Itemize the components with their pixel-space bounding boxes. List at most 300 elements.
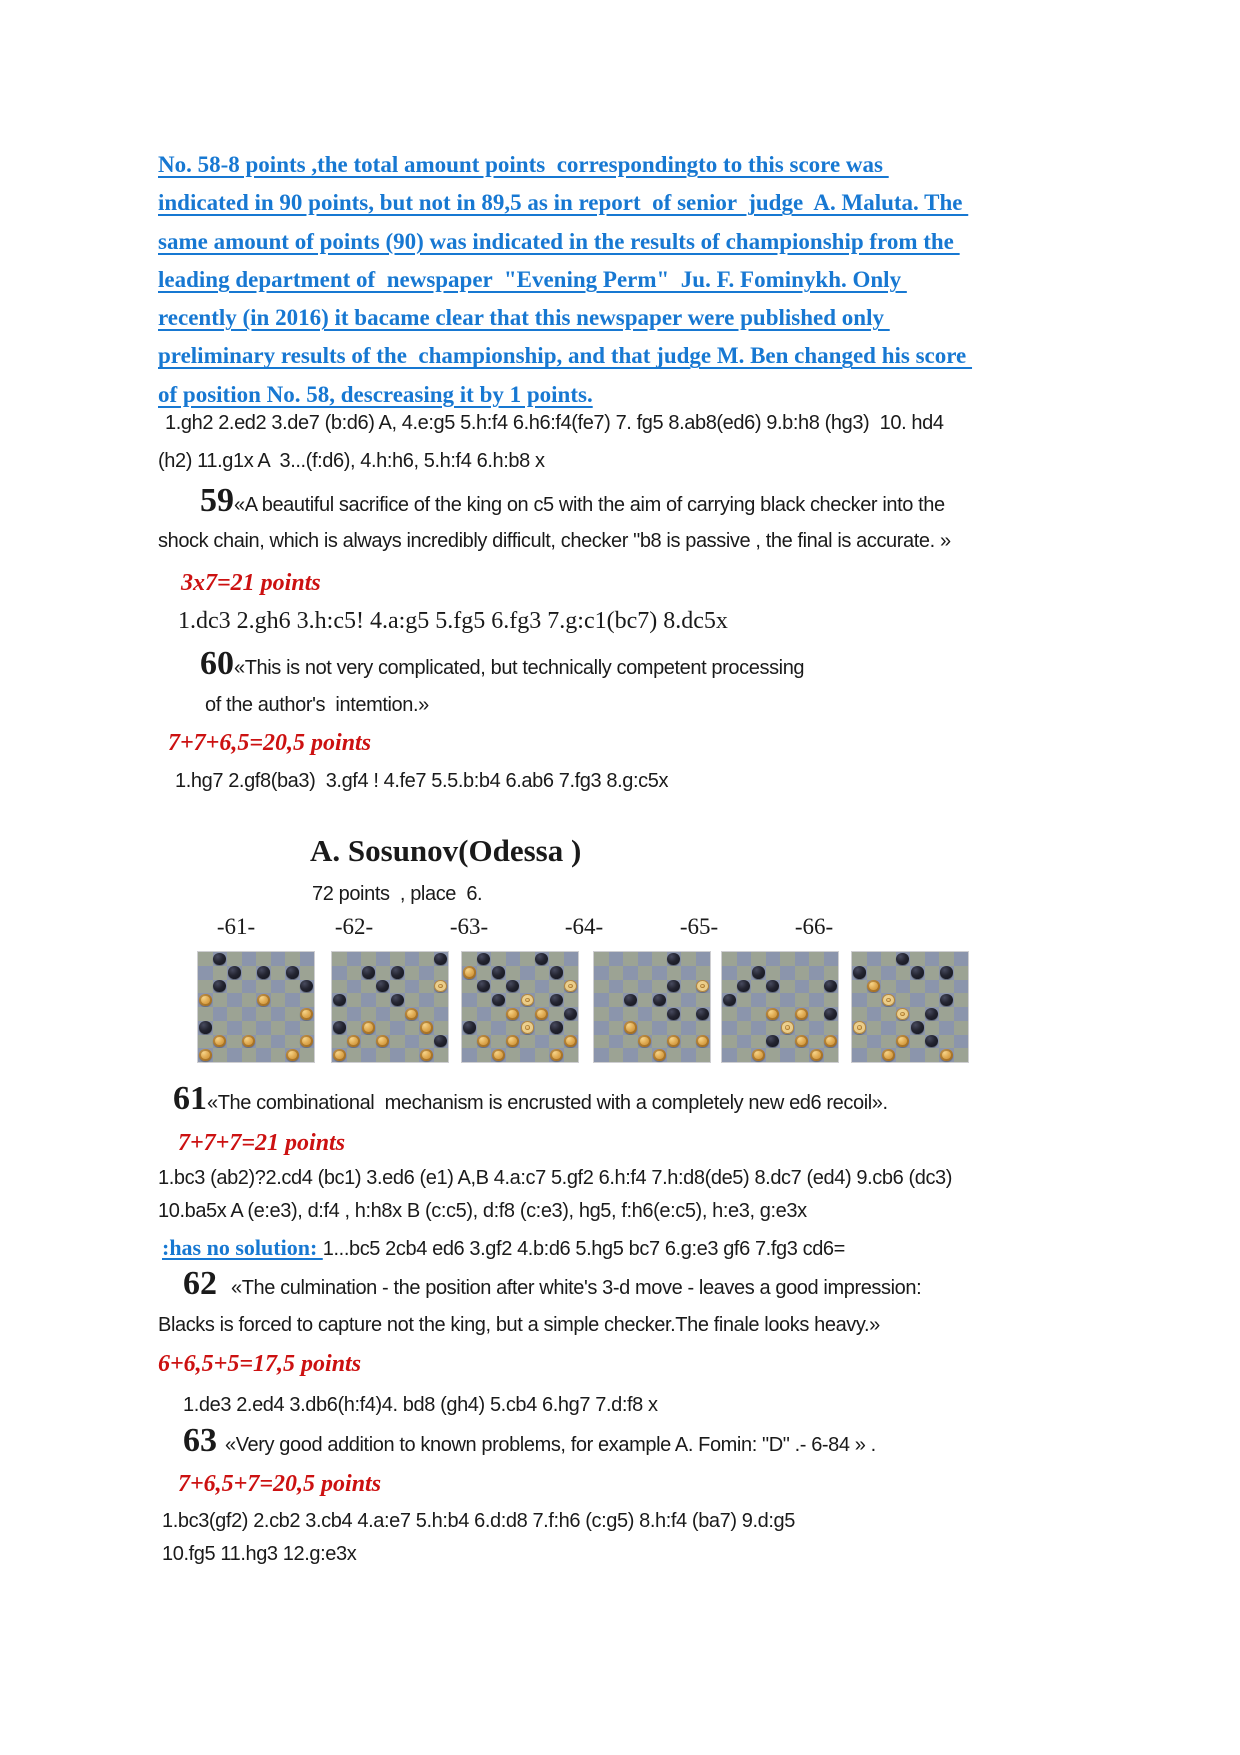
board-cell: [925, 966, 940, 980]
board-cell: [506, 966, 521, 980]
board-cell: [594, 993, 609, 1007]
solution-58-line-1: 1.gh2 2.ed2 3.de7 (b:d6) A, 4.e:g5 5.h:f4 6.h6:f4(fe7) 7. fg5 8.ab8(ed6) 9.b:h8 (hg3) 10. hd4: [165, 412, 944, 434]
board-cell: [737, 966, 752, 980]
board-cell: [535, 966, 550, 980]
checker-white: [199, 1049, 212, 1061]
checker-white: [564, 1035, 577, 1047]
board-cell: [910, 966, 925, 980]
board-cell: [256, 966, 271, 980]
board-cell: [405, 1021, 420, 1035]
board-cell: [652, 1007, 667, 1021]
problem-59-comment-line-2: shock chain, which is always incredibly difficult, checker "b8 is passive , the final is accurate. »: [158, 530, 951, 552]
problem-62-quote: «The culmination - the position after white's 3-d move - leaves a good impression:: [231, 1277, 922, 1299]
board-cell: [332, 966, 347, 980]
checker-black: [492, 966, 505, 978]
checker-black: [286, 966, 299, 978]
board-cell: [896, 1048, 911, 1062]
board-cell: [506, 993, 521, 1007]
checker-white-king: [521, 1021, 534, 1033]
intro-line: leading department of newspaper "Evening Perm" Ju. F. Fominykh. Only: [158, 266, 907, 292]
board-cell: [477, 966, 492, 980]
checker-white: [242, 1035, 255, 1047]
checker-white: [213, 1035, 226, 1047]
board-cell: [652, 993, 667, 1007]
board-cell: [780, 1021, 795, 1035]
intro-line: of position No. 58, descreasing it by 1 points.: [158, 381, 593, 407]
problem-63-comment: [183, 1424, 876, 1458]
board-cell: [867, 993, 882, 1007]
board-cell: [256, 980, 271, 994]
problem-63-solution-line-1: 1.bc3(gf2) 2.cb2 3.cb4 4.a:e7 5.h:b4 6.d:d8 7.f:h6 (c:g5) 8.h:f4 (ba7) 9.d:g5: [162, 1510, 795, 1532]
board-cell: [390, 952, 405, 966]
board-cell: [300, 1021, 315, 1035]
board-cell: [361, 966, 376, 980]
problem-60-points: 7+7+6,5=20,5 points: [168, 730, 372, 756]
board-cell: [462, 1035, 477, 1049]
board-cell: [213, 1021, 228, 1035]
board-cell: [419, 1035, 434, 1049]
board-cell: [681, 966, 696, 980]
board-cell: [285, 1035, 300, 1049]
board-cell: [766, 1021, 781, 1035]
checker-white: [333, 1049, 346, 1061]
board-cell: [462, 1048, 477, 1062]
checker-white: [867, 980, 880, 992]
checker-black: [766, 1035, 779, 1047]
board-cell: [390, 980, 405, 994]
board-cell: [824, 952, 839, 966]
board-cell: [376, 993, 391, 1007]
board-cell: [491, 993, 506, 1007]
checker-white-king: [696, 980, 709, 992]
checker-black: [667, 953, 680, 965]
checker-white: [535, 1008, 548, 1020]
board-cell: [332, 952, 347, 966]
board-cell: [925, 1048, 940, 1062]
checker-black: [492, 994, 505, 1006]
board-cell: [198, 1035, 213, 1049]
board-cell: [751, 993, 766, 1007]
checker-white: [667, 1035, 680, 1047]
problem-63-number: 63: [183, 1422, 217, 1459]
board-cell: [824, 1007, 839, 1021]
board-cell: [896, 1007, 911, 1021]
diagram-label-65: -65-: [679, 914, 719, 939]
board-cell: [564, 980, 579, 994]
board-cell: [722, 1021, 737, 1035]
board-cell: [419, 1021, 434, 1035]
board-cell: [667, 980, 682, 994]
intro-paragraph: [158, 146, 972, 414]
board-cell: [198, 1048, 213, 1062]
problem-63-quote: «Very good addition to known problems, for example A. Fomin: "D" .- 6-84 » .: [225, 1434, 876, 1456]
checker-white: [420, 1049, 433, 1061]
board-cell: [867, 1007, 882, 1021]
problem-61-solution-line-2: 10.ba5x A (e:e3), d:f4 , h:h8x B (c:c5), d:f8 (c:e3), hg5, f:h6(e:c5), h:e3, g:e3x: [158, 1200, 807, 1222]
board-cell: [896, 1035, 911, 1049]
board-cell: [638, 1035, 653, 1049]
checker-white: [506, 1008, 519, 1020]
board-cell: [623, 966, 638, 980]
board-cell: [652, 952, 667, 966]
problem-61-number: 61: [173, 1080, 207, 1117]
board-cell: [535, 993, 550, 1007]
board-cell: [910, 952, 925, 966]
board-cell: [271, 952, 286, 966]
board-cell: [737, 980, 752, 994]
board-cell: [766, 1048, 781, 1062]
board-cell: [652, 966, 667, 980]
board-cell: [722, 1007, 737, 1021]
checker-white-king: [521, 994, 534, 1006]
board-cell: [390, 1035, 405, 1049]
intro-line: No. 58-8 points ,the total amount points correspondingto to this score was: [158, 152, 889, 177]
board-cell: [609, 1021, 624, 1035]
board-cell: [213, 1048, 228, 1062]
board-cell: [361, 952, 376, 966]
board-cell: [809, 980, 824, 994]
board-cell: [696, 980, 711, 994]
problem-61-quote: «The combinational mechanism is encrusted with a completely new ed6 recoil».: [207, 1092, 888, 1114]
board-cell: [242, 1048, 257, 1062]
checker-white: [653, 1049, 666, 1061]
checker-white: [300, 1035, 313, 1047]
board-cell: [227, 1048, 242, 1062]
problem-59-points: 3x7=21 points: [181, 570, 321, 596]
checker-white: [257, 994, 270, 1006]
board-cell: [766, 980, 781, 994]
board-cell: [477, 993, 492, 1007]
board-cell: [681, 980, 696, 994]
board-cell: [881, 980, 896, 994]
board-cell: [925, 1035, 940, 1049]
board-cell: [419, 1007, 434, 1021]
board-cell: [681, 1021, 696, 1035]
board-cell: [609, 1007, 624, 1021]
board-cell: [852, 966, 867, 980]
board-cell: [623, 1035, 638, 1049]
problem-59-solution: 1.dc3 2.gh6 3.h:c5! 4.a:g5 5.fg5 6.fg3 7.g:c1(bc7) 8.dc5x: [178, 608, 728, 634]
board-cell: [667, 1035, 682, 1049]
board-cell: [477, 1035, 492, 1049]
board-cell: [535, 1007, 550, 1021]
checkers-board-65: [722, 952, 838, 1062]
board-cell: [506, 980, 521, 994]
board-cell: [766, 1007, 781, 1021]
problem-61-no-solution-line: [162, 1235, 845, 1261]
board-cell: [347, 1048, 362, 1062]
board-cell: [722, 966, 737, 980]
board-cell: [681, 1048, 696, 1062]
checker-black: [911, 966, 924, 978]
board-cell: [751, 1048, 766, 1062]
checker-white-king: [853, 1021, 866, 1033]
board-cell: [925, 1007, 940, 1021]
board-cell: [737, 1021, 752, 1035]
checker-black: [333, 994, 346, 1006]
board-cell: [434, 980, 449, 994]
board-cell: [227, 1021, 242, 1035]
board-cell: [227, 966, 242, 980]
board-cell: [285, 1048, 300, 1062]
board-cell: [638, 1048, 653, 1062]
checker-black: [624, 994, 637, 1006]
checker-black: [463, 1021, 476, 1033]
problem-63-points: 7+6,5+7=20,5 points: [178, 1471, 382, 1497]
board-cell: [910, 1021, 925, 1035]
board-cell: [881, 1048, 896, 1062]
board-cell: [852, 980, 867, 994]
board-cell: [824, 966, 839, 980]
board-cell: [824, 1021, 839, 1035]
intro-line: preliminary results of the championship, and that judge M. Ben changed his score: [158, 343, 973, 369]
board-cell: [256, 1048, 271, 1062]
checker-white: [347, 1035, 360, 1047]
board-cell: [867, 1021, 882, 1035]
board-cell: [638, 980, 653, 994]
board-cell: [300, 966, 315, 980]
board-cell: [477, 1048, 492, 1062]
board-cell: [910, 980, 925, 994]
board-cell: [780, 952, 795, 966]
board-cell: [549, 966, 564, 980]
board-cell: [696, 1048, 711, 1062]
board-cell: [623, 1048, 638, 1062]
board-cell: [506, 1048, 521, 1062]
board-cell: [652, 1048, 667, 1062]
board-cell: [405, 1007, 420, 1021]
board-cell: [638, 1021, 653, 1035]
board-cell: [491, 1048, 506, 1062]
checker-black: [940, 994, 953, 1006]
checker-black: [824, 980, 837, 992]
board-cell: [939, 952, 954, 966]
solution-58-line-2: (h2) 11.g1x A 3...(f:d6), 4.h:h6, 5.h:f4 6.h:b8 x: [158, 450, 545, 472]
board-cell: [227, 1007, 242, 1021]
board-cell: [609, 966, 624, 980]
checker-white: [463, 966, 476, 978]
board-cell: [780, 993, 795, 1007]
board-cell: [910, 1048, 925, 1062]
board-cell: [256, 1035, 271, 1049]
board-cell: [405, 1048, 420, 1062]
board-cell: [925, 952, 940, 966]
board-cell: [896, 980, 911, 994]
problem-60-quote: «This is not very complicated, but technically competent processing: [234, 657, 805, 679]
board-cell: [332, 1021, 347, 1035]
board-cell: [795, 966, 810, 980]
checker-black: [199, 1021, 212, 1033]
board-cell: [780, 966, 795, 980]
board-cell: [594, 980, 609, 994]
checkers-board-64: [594, 952, 710, 1062]
board-cell: [549, 1021, 564, 1035]
board-cell: [751, 952, 766, 966]
board-cell: [285, 980, 300, 994]
checker-white: [896, 1035, 909, 1047]
checker-black: [550, 1021, 563, 1033]
problem-62-comment-line-2: Blacks is forced to capture not the king, but a simple checker.The finale looks heavy.»: [158, 1314, 880, 1336]
board-cell: [696, 1007, 711, 1021]
board-cell: [198, 966, 213, 980]
checkers-board-62: [332, 952, 448, 1062]
board-cell: [376, 980, 391, 994]
board-cell: [896, 966, 911, 980]
board-cell: [564, 993, 579, 1007]
board-cell: [361, 1048, 376, 1062]
board-cell: [535, 980, 550, 994]
board-cell: [623, 980, 638, 994]
checker-black: [213, 953, 226, 965]
board-cell: [390, 1021, 405, 1035]
board-cell: [300, 980, 315, 994]
board-cell: [462, 993, 477, 1007]
board-cell: [824, 1048, 839, 1062]
board-cell: [213, 993, 228, 1007]
diagram-label-61: -61-: [216, 914, 256, 939]
diagram-label-66: -66-: [794, 914, 834, 939]
board-cell: [809, 993, 824, 1007]
board-cell: [696, 993, 711, 1007]
board-cell: [809, 1048, 824, 1062]
board-cell: [434, 1007, 449, 1021]
board-cell: [652, 980, 667, 994]
problem-59-number: 59: [200, 482, 234, 519]
checker-black: [550, 994, 563, 1006]
checker-black: [391, 994, 404, 1006]
board-cell: [300, 1035, 315, 1049]
problem-61-comment: [173, 1082, 888, 1116]
board-cell: [737, 1035, 752, 1049]
checker-white: [376, 1035, 389, 1047]
board-cell: [419, 980, 434, 994]
board-cell: [271, 1048, 286, 1062]
board-cell: [939, 1048, 954, 1062]
board-cell: [242, 1007, 257, 1021]
board-cell: [809, 966, 824, 980]
board-cell: [462, 1021, 477, 1035]
board-cell: [881, 966, 896, 980]
problem-62-comment: [183, 1267, 921, 1301]
problem-60-solution: 1.hg7 2.gf8(ba3) 3.gf4 ! 4.fe7 5.5.b:b4 6.ab6 7.fg3 8.g:c5x: [175, 770, 669, 792]
board-cell: [256, 993, 271, 1007]
board-cell: [434, 966, 449, 980]
board-cell: [549, 1035, 564, 1049]
board-cell: [376, 1048, 391, 1062]
checker-white: [477, 1035, 490, 1047]
board-cell: [780, 1007, 795, 1021]
checker-white: [638, 1035, 651, 1047]
board-cell: [506, 1007, 521, 1021]
checker-black: [696, 1008, 709, 1020]
checker-black: [752, 966, 765, 978]
board-cell: [638, 993, 653, 1007]
checker-white: [766, 1008, 779, 1020]
board-cell: [405, 993, 420, 1007]
board-cell: [910, 1007, 925, 1021]
board-cell: [780, 980, 795, 994]
checker-white: [824, 1035, 837, 1047]
board-cell: [549, 993, 564, 1007]
board-cell: [491, 952, 506, 966]
board-cell: [795, 1007, 810, 1021]
board-cell: [520, 1048, 535, 1062]
checker-black: [506, 980, 519, 992]
checker-white: [795, 1035, 808, 1047]
board-cell: [852, 1048, 867, 1062]
problem-62-points: 6+6,5+5=17,5 points: [158, 1351, 362, 1377]
board-cell: [737, 993, 752, 1007]
board-cell: [549, 1007, 564, 1021]
board-cell: [390, 966, 405, 980]
checker-black: [723, 994, 736, 1006]
board-cell: [376, 1021, 391, 1035]
problem-59-comment: [200, 484, 945, 518]
board-cell: [198, 952, 213, 966]
board-cell: [609, 993, 624, 1007]
board-cell: [623, 1007, 638, 1021]
board-cell: [376, 1035, 391, 1049]
checker-white: [286, 1049, 299, 1061]
board-cell: [564, 1035, 579, 1049]
board-cell: [242, 993, 257, 1007]
board-cell: [737, 952, 752, 966]
board-cell: [594, 1021, 609, 1035]
checker-white: [882, 1049, 895, 1061]
checker-white: [624, 1021, 637, 1033]
board-cell: [795, 952, 810, 966]
board-cell: [213, 1035, 228, 1049]
board-cell: [594, 1007, 609, 1021]
board-cell: [477, 952, 492, 966]
checker-black: [376, 980, 389, 992]
board-cell: [434, 1035, 449, 1049]
board-cell: [896, 1021, 911, 1035]
board-cell: [332, 1035, 347, 1049]
board-cell: [667, 1048, 682, 1062]
board-cell: [227, 980, 242, 994]
checker-black: [653, 994, 666, 1006]
board-cell: [462, 980, 477, 994]
checker-black: [300, 980, 313, 992]
board-cell: [285, 993, 300, 1007]
checker-white: [300, 1008, 313, 1020]
checker-white: [550, 1049, 563, 1061]
board-cell: [852, 993, 867, 1007]
board-cell: [361, 1021, 376, 1035]
board-cell: [667, 1007, 682, 1021]
problem-59-quote: «A beautiful sacrifice of the king on c5 with the aim of carrying black checker into the: [234, 494, 945, 516]
checker-black: [925, 1008, 938, 1020]
problem-62-solution: 1.de3 2.ed4 3.db6(h:f4)4. bd8 (gh4) 5.cb4 6.hg7 7.d:f8 x: [183, 1394, 658, 1416]
checker-black: [228, 966, 241, 978]
board-cell: [852, 952, 867, 966]
board-cell: [549, 1048, 564, 1062]
no-solution-moves: 1...bc5 2cb4 ed6 3.gf2 4.b:d6 5.hg5 bc7 6.g:e3 gf6 7.fg3 cd6=: [322, 1238, 845, 1260]
board-cell: [594, 952, 609, 966]
board-cell: [376, 1007, 391, 1021]
board-cell: [623, 952, 638, 966]
board-cell: [419, 952, 434, 966]
board-cell: [780, 1035, 795, 1049]
problem-61-solution-line-1: 1.bc3 (ab2)?2.cd4 (bc1) 3.ed6 (e1) A,B 4.a:c7 5.gf2 6.h:f4 7.h:d8(de5) 8.dc7 (ed4) 9.cb6 (dc3): [158, 1167, 953, 1189]
board-cell: [681, 952, 696, 966]
board-cell: [271, 1021, 286, 1035]
checker-white: [940, 1049, 953, 1061]
checker-white: [362, 1021, 375, 1033]
board-cell: [491, 980, 506, 994]
board-cell: [881, 1035, 896, 1049]
